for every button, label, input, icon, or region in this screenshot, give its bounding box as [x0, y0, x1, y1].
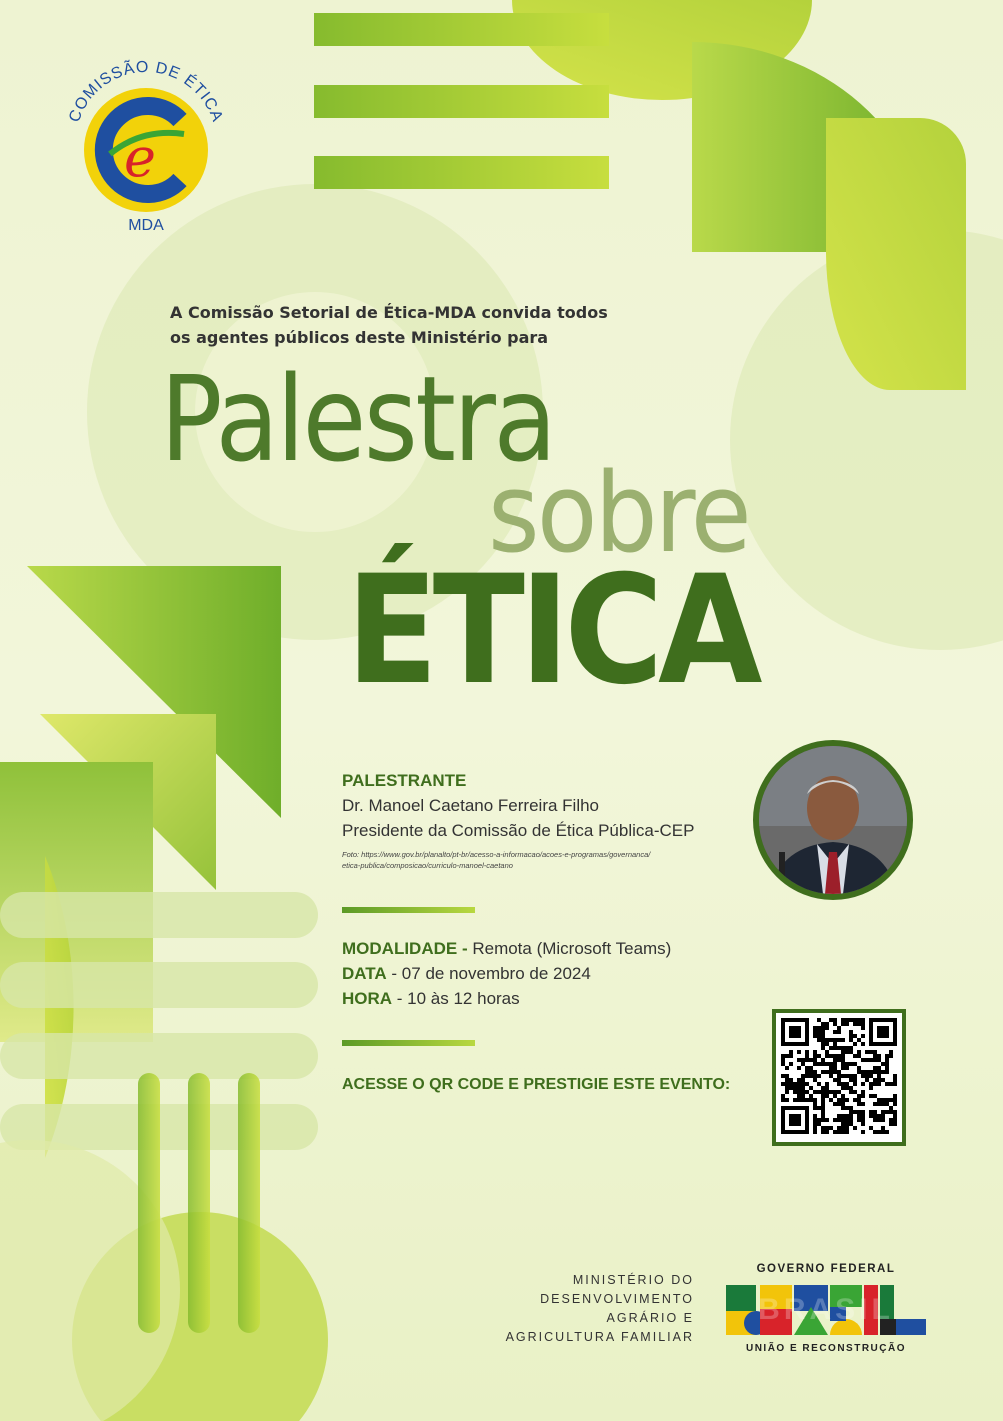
qr-call-to-action: ACESSE O QR CODE E PRESTIGIE ESTE EVENTO: — [342, 1076, 731, 1093]
speaker-role: Presidente da Comissão de Ética Pública-CEP — [342, 821, 695, 840]
ministry-line-4: AGRICULTURA FAMILIAR — [505, 1330, 694, 1344]
photo-credit — [342, 849, 742, 871]
divider-2 — [342, 1040, 475, 1046]
gov-top-text: GOVERNO FEDERAL — [756, 1263, 896, 1275]
intro-text — [170, 300, 630, 350]
time-value: - 10 às 12 horas — [392, 989, 520, 1008]
logo-bottom-text: MDA — [128, 217, 164, 234]
gov-bottom-text: UNIÃO E RECONSTRUÇÃO — [745, 1343, 906, 1354]
mode-row — [342, 936, 671, 961]
photo-credit-line-2: etica-publica/composicao/curriculo-manoel-caetano — [342, 861, 513, 870]
brasil-logo — [726, 1285, 926, 1337]
event-details — [342, 936, 671, 1011]
date-label: DATA — [342, 964, 387, 983]
qr-code[interactable] — [772, 1009, 906, 1146]
logo-arc-text: COMISSÃO DE ÉTICA — [66, 58, 226, 125]
mode-value: Remota (Microsoft Teams) — [467, 939, 672, 958]
ministry-line-2: DESENVOLVIMENTO — [540, 1292, 694, 1306]
date-value: - 07 de novembro de 2024 — [386, 964, 591, 983]
ministry-line-1: MINISTÉRIO DO — [572, 1273, 694, 1287]
speaker-label: PALESTRANTE — [342, 771, 467, 790]
title-sobre: sobre — [488, 449, 749, 577]
time-label: HORA — [342, 989, 393, 1008]
speaker-block — [342, 768, 694, 843]
brasil-word: BRASIL — [758, 1293, 894, 1326]
ministry-name — [480, 1271, 694, 1347]
intro-line-1: A Comissão Setorial de Ética-MDA convida todos — [170, 303, 608, 322]
time-row — [342, 986, 671, 1011]
date-row — [342, 961, 671, 986]
intro-line-2: os agentes públicos deste Ministério para — [170, 328, 549, 347]
mode-label: MODALIDADE - — [342, 939, 468, 958]
title-palestra: Palestra — [160, 350, 555, 488]
speaker-photo — [753, 740, 913, 900]
speaker-name: Dr. Manoel Caetano Ferreira Filho — [342, 796, 600, 815]
qr-code-pattern — [776, 1013, 902, 1142]
photo-credit-line-1: Foto: https://www.gov.br/planalto/pt-br/acesso-a-informacao/acoes-e-programas/governanca/ — [342, 850, 651, 859]
divider-1 — [342, 907, 475, 913]
logo-letter: e — [124, 126, 156, 189]
ministry-line-3: AGRÁRIO E — [606, 1311, 694, 1325]
title-etica: ÉTICA — [346, 544, 758, 718]
ethics-commission-logo — [62, 58, 227, 238]
